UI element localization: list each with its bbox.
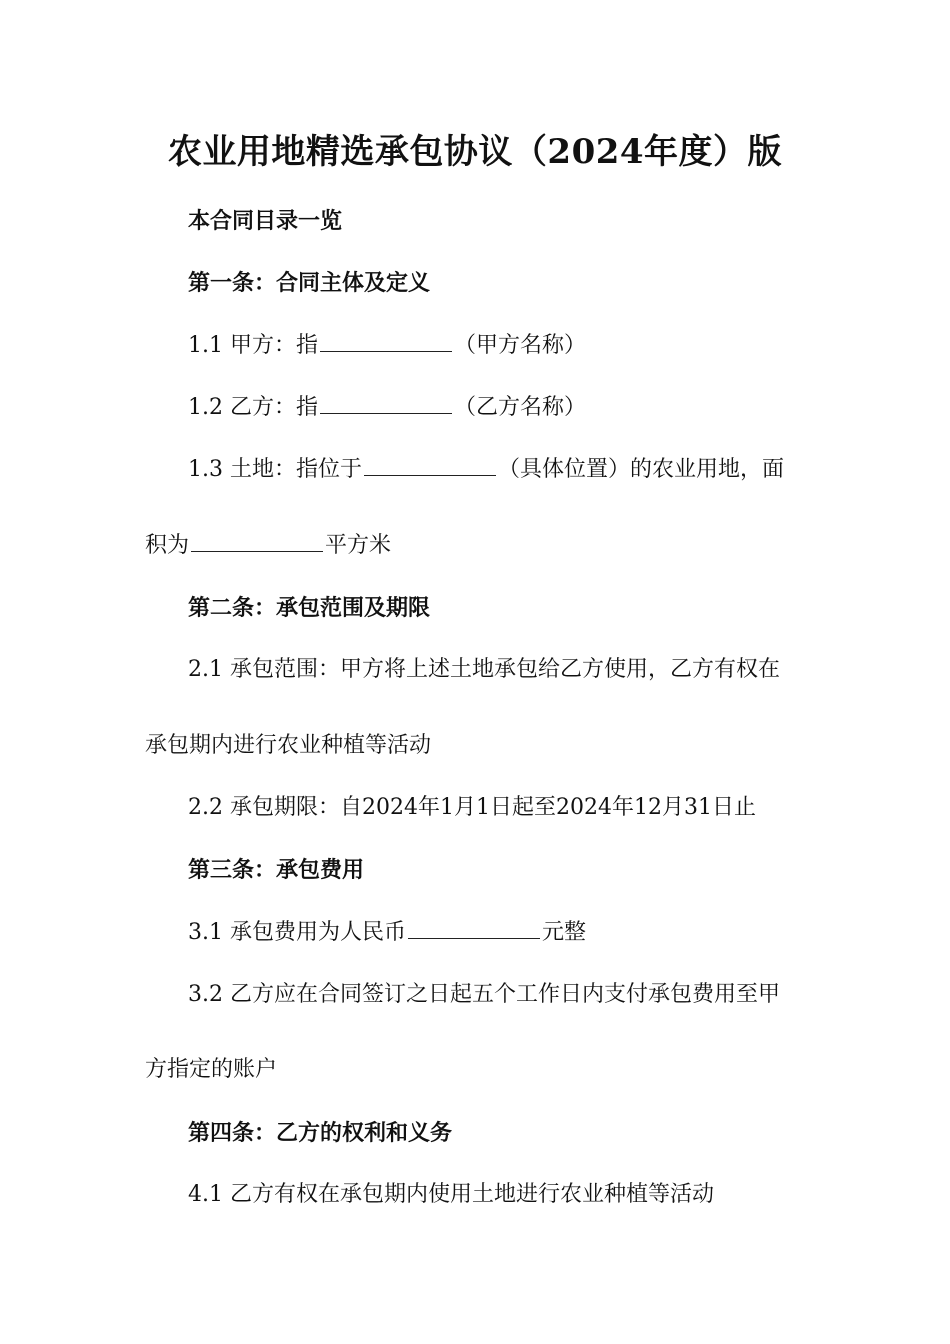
clause-3-2-line1: 3.2 乙方应在合同签订之日起五个工作日内支付承包费用至甲 bbox=[188, 982, 780, 1007]
document-title: 农业用地精选承包协议（2024年度）版 bbox=[167, 132, 783, 172]
clause-1-3-line2-suffix: 平方米 bbox=[325, 533, 392, 558]
clause-3-2-line2: 方指定的账户 bbox=[145, 1057, 278, 1082]
clause-1-1-prefix: 1.1 甲方：指 bbox=[188, 333, 318, 358]
clause-4-1: 4.1 乙方有权在承包期内使用土地进行农业种植等活动 bbox=[188, 1182, 714, 1207]
fill-blank-party-a bbox=[320, 331, 452, 352]
clause-1-3-prefix: 1.3 土地：指位于 bbox=[188, 457, 362, 482]
toc-heading: 本合同目录一览 bbox=[188, 208, 343, 234]
section-4-heading: 第四条：乙方的权利和义务 bbox=[188, 1120, 453, 1146]
clause-3-1-suffix: 元整 bbox=[541, 920, 586, 945]
fill-blank-fee bbox=[408, 918, 540, 939]
clause-1-3-suffix: （具体位置）的农业用地，面 bbox=[497, 457, 784, 482]
clause-1-1 bbox=[188, 331, 586, 361]
section-3-heading: 第三条：承包费用 bbox=[188, 857, 365, 883]
section-2-heading: 第二条：承包范围及期限 bbox=[188, 595, 431, 621]
clause-1-3-continued bbox=[145, 531, 391, 561]
clause-3-1 bbox=[188, 918, 586, 948]
clause-1-2-prefix: 1.2 乙方：指 bbox=[188, 395, 318, 420]
clause-1-3 bbox=[188, 455, 784, 485]
clause-3-1-prefix: 3.1 承包费用为人民币 bbox=[188, 920, 406, 945]
clause-1-1-suffix: （甲方名称） bbox=[453, 333, 586, 358]
section-1-heading: 第一条：合同主体及定义 bbox=[188, 270, 431, 296]
clause-1-3-line2-prefix: 积为 bbox=[145, 533, 190, 558]
clause-1-2-suffix: （乙方名称） bbox=[453, 395, 586, 420]
fill-blank-party-b bbox=[320, 393, 452, 414]
clause-1-2 bbox=[188, 393, 586, 423]
fill-blank-location bbox=[364, 455, 496, 476]
fill-blank-area bbox=[191, 531, 323, 552]
clause-2-2: 2.2 承包期限：自2024年1月1日起至2024年12月31日止 bbox=[188, 795, 756, 820]
clause-2-1-line1: 2.1 承包范围：甲方将上述土地承包给乙方使用，乙方有权在 bbox=[188, 657, 780, 682]
clause-2-1-line2: 承包期内进行农业种植等活动 bbox=[145, 733, 432, 758]
